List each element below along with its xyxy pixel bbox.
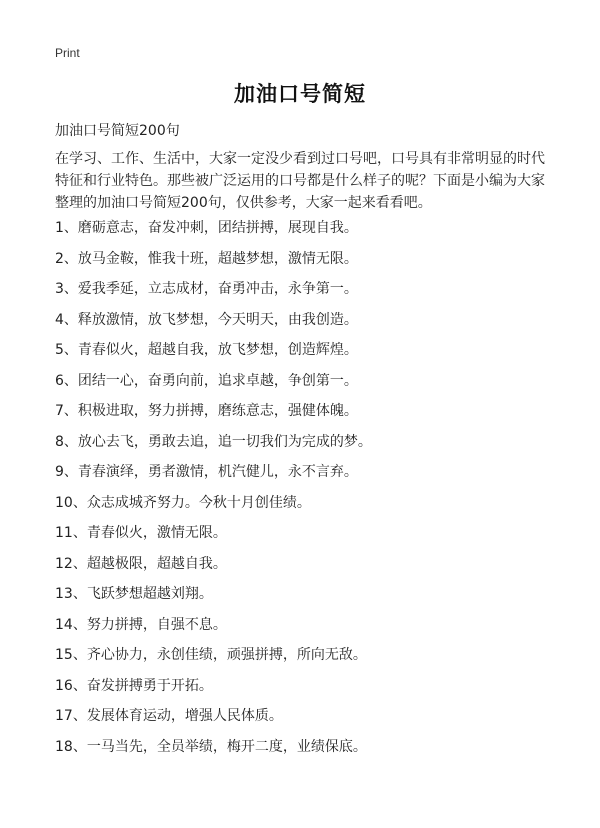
slogan-item: 9、青春演绎，勇者激情，机汽健儿，永不言弃。 — [55, 464, 358, 480]
slogan-item: 15、齐心协力，永创佳绩，顽强拼搏，所向无敌。 — [55, 647, 367, 663]
document-subtitle: 加油口号简短200句 — [55, 123, 180, 139]
slogan-item: 13、飞跃梦想超越刘翔。 — [55, 586, 213, 602]
print-link[interactable]: Print — [55, 46, 80, 60]
slogan-item: 5、青春似火，超越自我，放飞梦想，创造辉煌。 — [55, 342, 358, 358]
slogan-item: 2、放马金鞍，惟我十班，超越梦想，激情无限。 — [55, 250, 358, 267]
slogan-item: 7、积极进取，努力拼搏，磨练意志，强健体魄。 — [55, 403, 358, 419]
slogan-item: 16、奋发拼搏勇于开拓。 — [55, 677, 213, 694]
slogan-item: 17、发展体育运动，增强人民体质。 — [55, 708, 283, 724]
slogan-item: 1、磨砺意志，奋发冲刺，团结拼搏，展现自我。 — [55, 220, 358, 236]
slogan-item: 10、众志成城齐努力。今秋十月创佳绩。 — [55, 494, 311, 511]
slogan-item: 12、超越极限，超越自我。 — [55, 555, 227, 572]
slogan-item: 4、释放激情，放飞梦想，今天明天，由我创造。 — [55, 311, 358, 328]
intro-paragraph: 在学习、工作、生活中，大家一定没少看到过口号吧，口号具有非常明显的时代特征和行业特色。那些被广泛运用的口号都是什么样子的呢？下面是小编为大家整理的加油口号简短200句，仅供参考，大家一起来看看吧。 — [55, 151, 545, 211]
document-title: 加油口号简短 — [234, 82, 366, 106]
slogan-item: 11、青春似火，激情无限。 — [55, 525, 227, 541]
slogan-item: 3、爱我季延，立志成材，奋勇冲击，永争第一。 — [55, 281, 358, 297]
slogan-item: 8、放心去飞，勇敢去追，追一切我们为完成的梦。 — [55, 433, 372, 450]
slogan-list — [55, 213, 555, 762]
slogan-item: 14、努力拼搏，自强不息。 — [55, 616, 227, 633]
slogan-item: 6、团结一心，奋勇向前，追求卓越，争创第一。 — [55, 372, 358, 389]
slogan-item: 18、一马当先，全员举绩，梅开二度，业绩保底。 — [55, 738, 367, 755]
